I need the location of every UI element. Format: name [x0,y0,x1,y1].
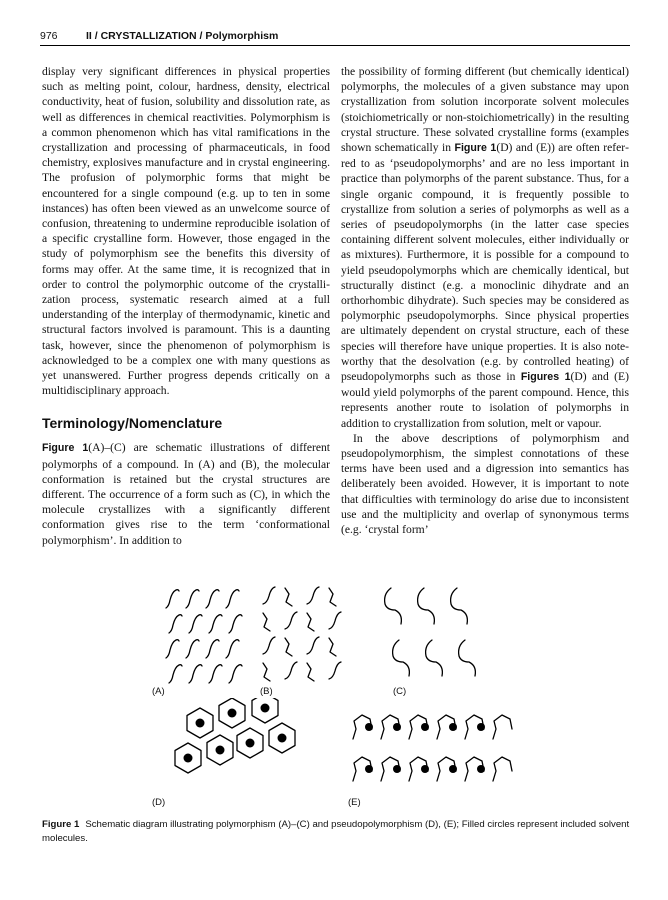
paragraph-text: (A)–(C) are schematic illustrations of different polymorphs of a compound. In (A) and (B), the molecular conformation is retained but the crystal structures are different. The occurrence of a form such as (C), in which the molecule crystallizes with a significantly different conformation gives rise to the term ‘conformational polymorphism’. In addition to [42,441,330,547]
molecule-stroke [229,665,242,683]
molecule-stroke [285,588,292,606]
solvent-molecule-dot [184,754,193,763]
panel-a-diagram [158,580,248,685]
molecule-stroke [226,590,239,608]
molecule-stroke [307,637,319,654]
solvent-molecule-dot [421,765,429,773]
panel-e-diagram [345,705,525,790]
figure-caption [42,818,632,845]
solvent-molecule-dot [228,709,237,718]
solvent-molecule-dot [196,719,205,728]
paragraph-text: (D) and (E) would yield polymorphs of the parent compound. Hence, this represents another route to isolation of polymorphs in addition to crystallization from solution, melt or vapour. [341,370,629,430]
caption-label: Figure 1 [42,819,80,830]
molecule-stroke [189,665,202,683]
molecule-stroke [329,662,341,679]
molecule-stroke [263,663,270,681]
molecule-shapes [263,587,341,681]
molecule-stroke [263,613,270,631]
panel-label-c: (C) [393,686,407,697]
molecule-stroke [393,640,410,676]
molecule-stroke [329,588,336,606]
molecule-stroke [426,640,443,676]
solvent-molecule-dot [477,765,485,773]
molecule-stroke [166,640,179,658]
paragraph-text: the possibility of forming different (but chemically identical) polymorphs, the molecules of a given substance may upon crystallization from solution incorporate solvent molecules (stoichiometrically or non-stoichiometrically) in the resulting crystal structure. These solvated crystalline forms (examples shown schematically in [341,65,629,155]
solvent-molecule-dot [477,723,485,731]
solvent-molecule-dot [393,723,401,731]
molecule-stroke [385,588,402,624]
panel-c-diagram [375,580,490,685]
molecule-stroke [209,665,222,683]
molecule-stroke [206,590,219,608]
molecule-stroke [169,665,182,683]
solvent-molecule-dot [278,734,287,743]
left-column [42,64,330,548]
solvent-molecule-dot [365,723,373,731]
solvent-molecule-dot [365,765,373,773]
molecule-stroke [307,613,314,631]
solvent-molecule-dot [421,723,429,731]
molecule-stroke [451,588,468,624]
molecule-stroke [459,640,476,676]
paragraph: In the above descriptions of polymorphism and pseudopolymorphism, the simplest connotations of these terms have been used and a digression into semantics has deliberately been avoided. However, it is important to note that difficulties with terminology do arise due to inconsistent use and the multiplicity and overlap of synonymous terms (e.g. ‘crystal form’ [341,431,629,537]
paragraph [42,440,330,547]
molecule-stroke [285,612,297,629]
section-heading: Terminology/Nomenclature [42,415,223,432]
molecule-shapes [385,588,476,676]
solvent-molecule-dot [393,765,401,773]
paragraph: display very significant differences in physical properties such as melting point, colour, hardness, density, electrical conductivity, heat of fusion, solubility and dissolution rate, as well as differences in chemical reactivities. Polymorphism is a common phenomenon which has vital ramifications in the crystallization and processing of pharmaceuticals, in food chemistry, explosives manufacture and in crystal engineering. The profusion of polymorphic forms that might be encountered for a single compound (e.g. up to ten in some instances) has often been viewed as an unwelcome source of confusion, threatening to undermine reproducible isolation of a specific crystalline form. However, those engaged in the study of polymorphism see the benefits this diversity of forms may offer. At the same time, it is recognized that in order to control the polymorphic outcome of the crystallization process, systematic research aimed at a full understanding of the interplay of thermodynamic, kinetic and structural factors involved is paramount. This is a daunting task, however, since the phenomenon of polymorphism is acknowledged to be a complex one with many questions as yet unanswered. Further progress depends critically on a multidisciplinary approach. [42,65,330,398]
solvent-molecule-dot [449,723,457,731]
solvent-molecule-dot [216,746,225,755]
molecule-stroke [263,587,275,604]
solvent-molecule-dot [261,704,270,713]
molecule-stroke [307,587,319,604]
molecule-stroke [169,615,182,633]
panel-label-b: (B) [260,686,273,697]
molecule-stroke [493,757,512,781]
page-number: 976 [40,30,58,42]
molecule-stroke [418,588,435,624]
molecule-stroke [285,638,292,656]
figure-reference: Figures 1 [520,371,571,384]
panel-d-diagram [170,698,305,790]
running-title: II / CRYSTALLIZATION / Polymorphism [86,30,279,42]
panel-label-d: (D) [152,797,166,808]
molecule-stroke [166,590,179,608]
molecule-stroke [307,663,314,681]
figure-1 [0,575,668,825]
molecule-stroke [229,615,242,633]
molecule-stroke [189,615,202,633]
right-column [341,64,629,537]
molecule-stroke [186,590,199,608]
figure-reference: Figure 1 [42,442,89,455]
molecule-stroke [329,638,336,656]
molecule-stroke [263,637,275,654]
paragraph-text: (D) and (E)) are often referred to as ‘pseudopolymorphs’ and are no less important in practice than polymorphs of the parent substance. Thus, for a single organic compound, it is frequently possible to crystallize from solution a series of polymorphs as well as a series of pseudopolymorphs (in the latter case species containing different solvent molecules, either individually or as mixtures). Furthermore, it is possible for a compound to yield pseudopolymorphs which are chemically identical, but structurally distinct (e.g. a monoclinic dihydrate and an orthorhombic dihydrate). Such species may be considered as polymorphic pseudopolymorphs. Since physical properties are ultimately dependent on crystal structure, each of these species will therefore have unique properties. It is also noteworthy that the desolvation (e.g. by controlled heating) of pseudopolymorphs such as those in [341,141,630,384]
molecule-stroke [329,612,341,629]
panel-label-a: (A) [152,686,165,697]
panel-b-diagram [257,580,352,685]
molecule-shapes [166,590,242,683]
molecule-stroke [206,640,219,658]
molecule-stroke [285,662,297,679]
molecule-stroke [186,640,199,658]
molecule-stroke [226,640,239,658]
molecule-stroke [209,615,222,633]
solvent-molecule-dot [246,739,255,748]
figure-reference: Figure 1 [454,142,497,155]
molecule-stroke [493,715,512,739]
molecule-shapes [175,698,295,773]
header-rule [40,45,630,46]
caption-text: Schematic diagram illustrating polymorphism (A)–(C) and pseudopolymorphism (D), (E); Filled circles represent included solvent molecules. [42,819,630,844]
panel-label-e: (E) [348,797,361,808]
solvent-molecule-dot [449,765,457,773]
molecule-shapes [353,715,512,781]
paragraph [341,64,629,431]
running-header [40,24,630,46]
